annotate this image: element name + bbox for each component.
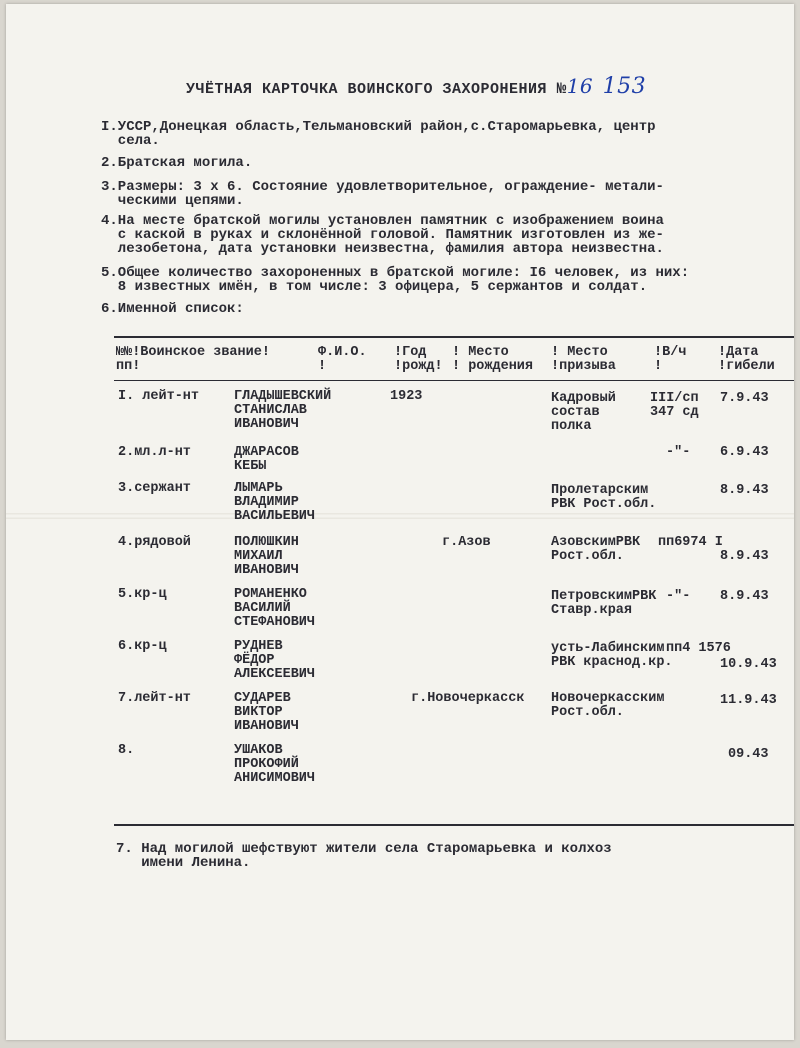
cell-name: СУДАРЕВ ВИКТОР ИВАНОВИЧ	[234, 691, 299, 734]
cell-death-date: 7.9.43	[720, 391, 769, 406]
cell-rank: 6.кр-ц	[118, 639, 167, 654]
cell-death-date: 8.9.43	[720, 589, 769, 604]
cell-name: УШАКОВ ПРОКОФИЙ АНИСИМОВИЧ	[234, 743, 316, 786]
paragraph-patronage: 7. Над могилой шефствуют жители села Старомарьевка и колхоз имени Ленина.	[116, 841, 612, 871]
cell-unit: пп4 1576	[666, 641, 731, 656]
paragraph-name-list: 6.Именной список:	[101, 301, 244, 317]
cell-death-date: 8.9.43	[720, 549, 769, 564]
cell-draft-place: ПетровскимРВК Ставр.края	[551, 589, 657, 618]
cell-rank: 5.кр-ц	[118, 587, 167, 602]
cell-draft-place: Кадровый состав полка	[551, 391, 616, 434]
cell-death-date: 6.9.43	[720, 445, 769, 460]
cell-death-date: 11.9.43	[720, 693, 777, 708]
record-card-sheet	[6, 4, 794, 1040]
number-sign: №	[556, 80, 567, 98]
paper-fold	[6, 513, 794, 519]
cell-death-date: 10.9.43	[720, 657, 777, 672]
header-unit: !В/ч !	[654, 345, 687, 374]
cell-draft-place: Пролетарским РВК Рост.обл.	[551, 483, 657, 512]
cell-draft-place: усть-Лабинским РВК краснод.кр.	[551, 641, 673, 670]
title-text: УЧЁТНАЯ КАРТОЧКА ВОИНСКОГО ЗАХОРОНЕНИЯ	[186, 81, 548, 98]
card-title	[186, 74, 706, 99]
cell-birthplace: г.Азов	[442, 535, 491, 550]
cell-draft-place: Новочеркасским Рост.обл.	[551, 691, 665, 720]
cell-unit: -"-	[666, 589, 691, 604]
header-birth-year: !Год !рожд!	[394, 345, 443, 374]
table-top-rule	[114, 336, 794, 338]
cell-unit: пп6974 I	[658, 535, 723, 550]
paragraph-location: I.УССР,Донецкая область,Тельмановский район,с.Старомарьевка, центр села.	[101, 119, 656, 149]
handwritten-number-153: 153	[602, 74, 647, 99]
table-bottom-rule	[114, 824, 794, 826]
paragraph-dimensions: 3.Размеры: 3 х 6. Состояние удовлетворительное, ограждение- метали- ческими цепями.	[101, 179, 664, 209]
paragraph-grave-type: 2.Братская могила.	[101, 155, 253, 171]
cell-draft-place: АзовскимРВК Рост.обл.	[551, 535, 641, 564]
cell-death-date: 8.9.43	[720, 483, 769, 498]
cell-rank: 2.мл.л-нт	[118, 445, 191, 460]
paragraph-monument: 4.На месте братской могилы установлен памятник с изображением воина с каской в руках и склонённой головой. Памятник изготовлен из же- лезобетона, дата установки неизвестна, фамилия автора неизвестна.	[101, 213, 664, 257]
table-header-rule	[114, 380, 794, 381]
cell-name: ПОЛЮШКИН МИХАИЛ ИВАНОВИЧ	[234, 535, 299, 578]
cell-name: ДЖАРАСОВ КЕБЫ	[234, 445, 299, 474]
header-birthplace: ! Место ! рождения	[452, 345, 534, 374]
cell-name: ЛЫМАРЬ ВЛАДИМИР ВАСИЛЬЕВИЧ	[234, 481, 316, 524]
cell-rank: 3.сержант	[118, 481, 191, 496]
header-fio: Ф.И.О. !	[318, 345, 367, 374]
cell-rank: 4.рядовой	[118, 535, 191, 550]
cell-rank: 8.	[118, 743, 135, 758]
cell-name: ГЛАДЫШЕВСКИЙ СТАНИСЛАВ ИВАНОВИЧ	[234, 389, 332, 432]
cell-name: РОМАНЕНКО ВАСИЛИЙ СТЕФАНОВИЧ	[234, 587, 316, 630]
header-num-rank: №№!Воинское звание! пп!	[116, 345, 270, 374]
cell-birthplace: г.Новочеркасск	[411, 691, 525, 706]
cell-rank: 7.лейт-нт	[118, 691, 191, 706]
header-draft-place: ! Место !призыва	[551, 345, 616, 374]
handwritten-number-16: 16	[566, 74, 594, 98]
cell-death-date: 09.43	[728, 747, 769, 762]
cell-name: РУДНЕВ ФЁДОР АЛЕКСЕЕВИЧ	[234, 639, 316, 682]
paragraph-buried-count: 5.Общее количество захороненных в братской могиле: I6 человек, из них: 8 известных имён, в том числе: 3 офицера, 5 сержантов и солдат.	[101, 265, 690, 295]
cell-unit: -"-	[666, 445, 691, 460]
cell-unit: III/сп 347 сд	[650, 391, 699, 420]
cell-rank: I. лейт-нт	[118, 389, 200, 404]
header-death-date: !Дата !гибели	[718, 345, 775, 374]
cell-year: 1923	[390, 389, 423, 404]
